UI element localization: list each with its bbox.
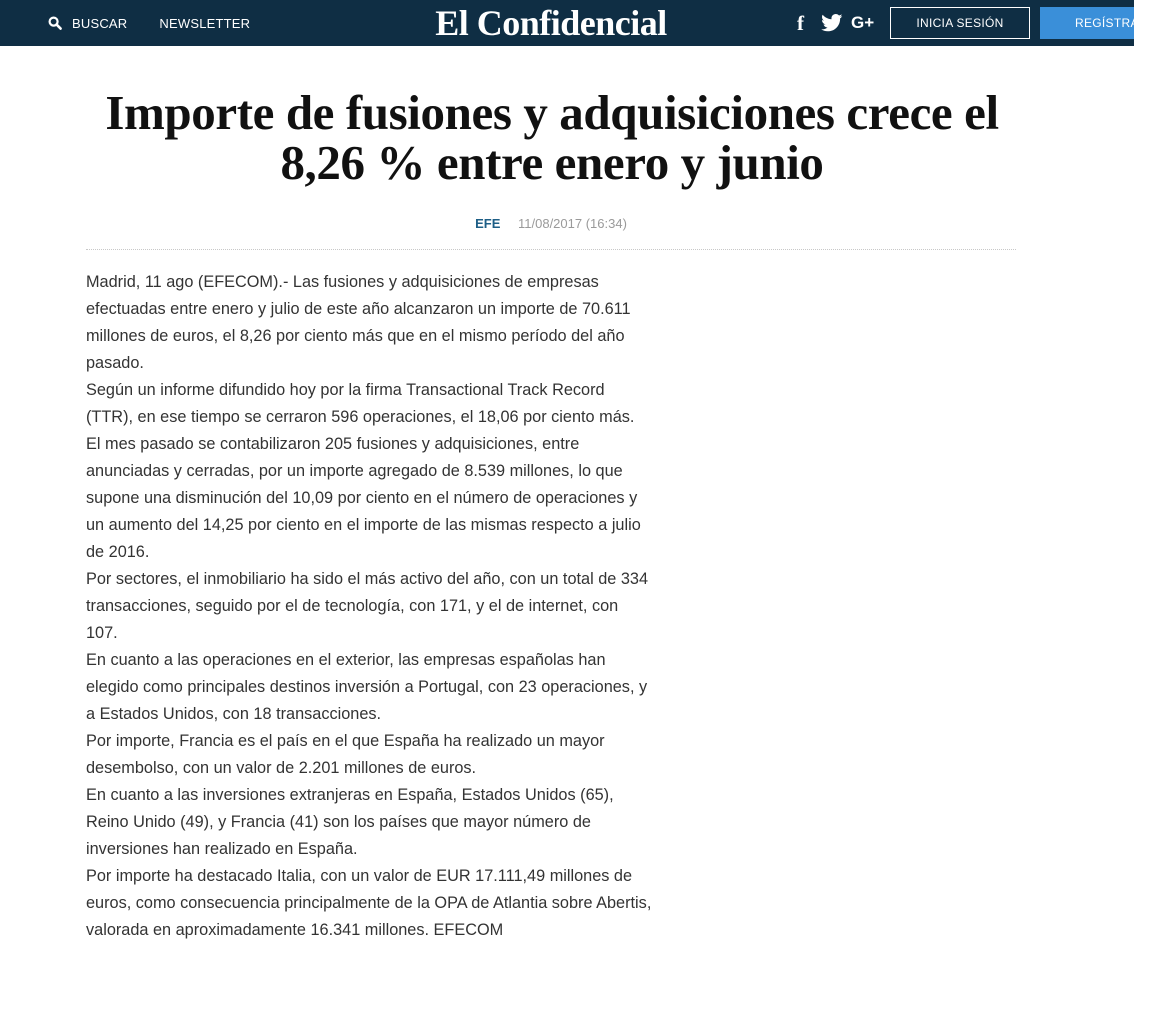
logo-text: El Confidencial: [435, 3, 667, 43]
register-button-label: REGÍSTRATE: [1075, 16, 1154, 30]
author-link[interactable]: EFE: [475, 216, 501, 231]
search-label: BUSCAR: [72, 15, 128, 31]
article-paragraph: Por importe ha destacado Italia, con un valor de EUR 17.111,49 millones de euros, como consecuencia principalmente de la OPA de Atlantia sobre Abertis, valorada en aproximadamente 16.341 millones. EFECOM: [86, 867, 652, 939]
byline-divider: [86, 249, 1016, 250]
article-byline: [0, 216, 1102, 231]
article-paragraph: Por importe, Francia es el país en el que España ha realizado un mayor desembolso, con un valor de 2.201 millones de euros.: [86, 732, 605, 777]
article-paragraph: En cuanto a las inversiones extranjeras en España, Estados Unidos (65), Reino Unido (49), y Francia (41) son los países que mayor número de inversiones han realizado en España.: [86, 786, 614, 858]
googleplus-icon[interactable]: G+: [851, 13, 875, 32]
article-paragraph: El mes pasado se contabilizaron 205 fusiones y adquisiciones, entre anunciadas y cerradas, por un importe agregado de 8.539 millones, lo que supone una disminución del 10,09 por ciento en el número de operaciones y un aumento del 14,25 por ciento en el importe de las mismas respecto a julio de 2016.: [86, 435, 641, 561]
newsletter-link[interactable]: NEWSLETTER: [159, 15, 251, 31]
twitter-icon[interactable]: [821, 14, 843, 32]
top-navigation-bar: [0, 0, 1154, 46]
login-button[interactable]: [890, 7, 1030, 39]
facebook-icon[interactable]: f: [797, 10, 804, 35]
article-paragraph: Según un informe difundido hoy por la firma Transactional Track Record (TTR), en ese tiempo se cerraron 596 operaciones, el 18,06 por ciento más.: [86, 381, 635, 426]
register-button[interactable]: [1040, 7, 1154, 39]
article-paragraph: Por sectores, el inmobiliario ha sido el más activo del año, con un total de 334 transacciones, seguido por el de tecnología, con 171, y el de internet, con 107.: [86, 570, 649, 642]
login-button-label: INICIA SESIÓN: [916, 16, 1004, 30]
article-paragraph: En cuanto a las operaciones en el exterior, las empresas españolas han elegido como principales destinos inversión a Portugal, con 23 operaciones, y a Estados Unidos, con 18 transacciones.: [86, 651, 648, 723]
article-paragraph: Madrid, 11 ago (EFECOM).- Las fusiones y adquisiciones de empresas efectuadas entre enero y julio de este año alcanzaron un importe de 70.611 millones de euros, el 8,26 por ciento más que en el mismo período del año pasado.: [86, 273, 631, 372]
publish-date: 11/08/2017 (16:34): [518, 216, 627, 231]
article-headline: Importe de fusiones y adquisiciones crece el 8,26 % entre enero y junio: [105, 85, 999, 190]
social-links: [797, 0, 874, 46]
article-body: [86, 269, 652, 944]
